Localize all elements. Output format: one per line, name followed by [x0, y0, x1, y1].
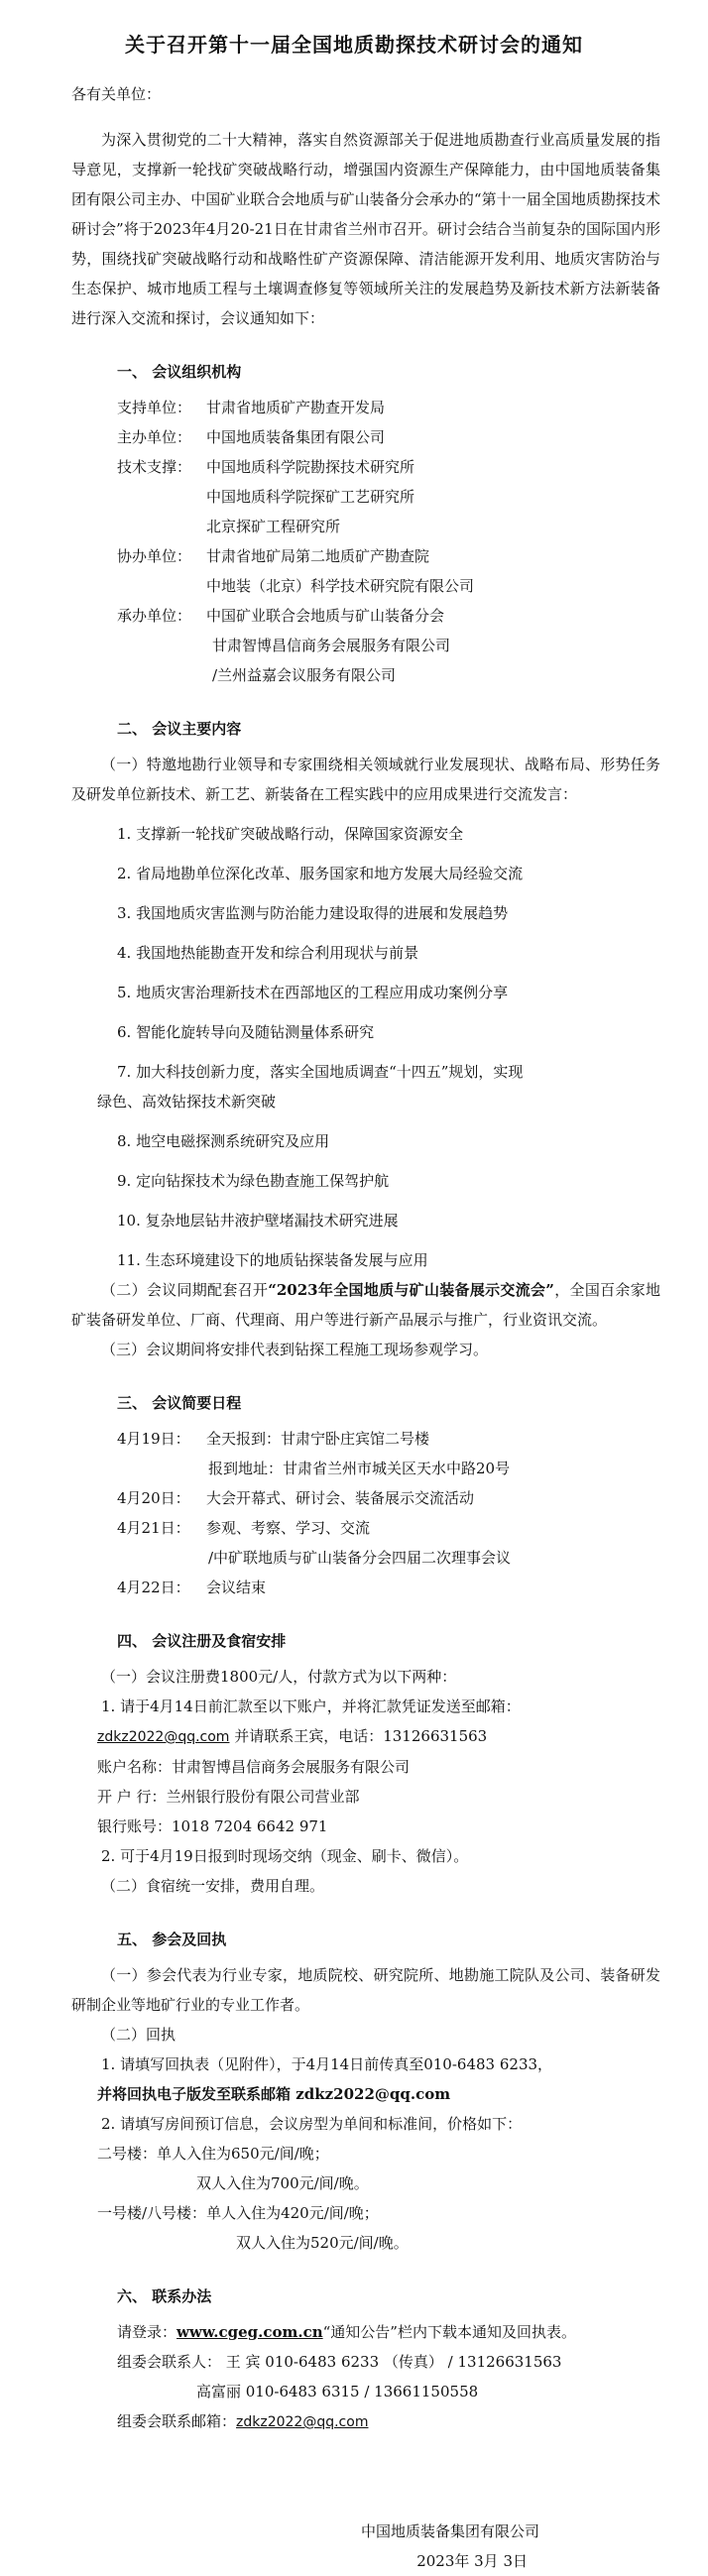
- section-heading-registration: 四、 会议注册及食宿安排: [117, 1632, 287, 1650]
- schedule-date: 4月19日：: [117, 1430, 190, 1448]
- schedule-day-1: [0, 1424, 708, 1454]
- section-heading-content: 二、 会议主要内容: [117, 720, 242, 738]
- schedule-meeting: /中矿联地质与矿山装备分会四届二次理事会议: [208, 1549, 512, 1567]
- org-value: 甘肃省地质矿产勘查开发局: [206, 399, 386, 416]
- payment-option-1: 1. 请于4月14日前汇款至以下账户，并将汇款凭证发送至邮箱：: [101, 1698, 521, 1715]
- org-value: 中国地质装备集团有限公司: [206, 428, 386, 446]
- content-paragraph-3: （三）会议期间将安排代表到钻探工程施工现场参观学习。: [101, 1341, 489, 1358]
- website-link[interactable]: www.cgeg.com.cn: [177, 2323, 323, 2341]
- schedule-address: 报到地址：甘肃省兰州市城关区天水中路20号: [208, 1460, 511, 1477]
- email-link[interactable]: zdkz2022@qq.com: [97, 1729, 230, 1745]
- contact-email: [0, 2406, 708, 2437]
- org-row-organizer: [0, 601, 708, 631]
- contact-person-2: 高富丽 010-6483 6315 / 13661150558: [196, 2383, 479, 2400]
- expo-post: ，全国百余家地矿装备研发单位、厂商、代理商、用户等进行新产品展示与推广，行业资讯交流。: [71, 1281, 660, 1329]
- schedule-date: 4月20日：: [117, 1489, 190, 1507]
- topic-item: 11. 生态环境建设下的地质钻探装备发展与应用: [117, 1251, 428, 1269]
- org-row-tech: [0, 452, 708, 482]
- section-heading-contact: 六、 联系办法: [117, 2287, 212, 2305]
- schedule-event: 参观、考察、学习、交流: [206, 1519, 371, 1537]
- signature-date: 2023年 3月 3日: [416, 2552, 528, 2570]
- receipt-step-2: 2. 请填写房间预订信息，会议房型为单间和标准间，价格如下：: [101, 2115, 523, 2133]
- org-label: 技术支撑：: [117, 458, 192, 476]
- account-bank: 开 户 行：兰州银行股份有限公司营业部: [97, 1788, 360, 1806]
- room-price: 单人入住为420元/间/晚；: [206, 2204, 379, 2222]
- org-value: 中国矿业联合会地质与矿山装备分会: [206, 607, 445, 625]
- topic-item: 8. 地空电磁探测系统研究及应用: [117, 1132, 330, 1150]
- org-tech-2: 中国地质科学院探矿工艺研究所: [206, 488, 415, 506]
- payment-contact: [0, 1721, 708, 1752]
- payment-option-2: 2. 可于4月19日报到时现场交纳（现金、刷卡、微信）。: [101, 1847, 469, 1865]
- schedule-date: 4月21日：: [117, 1519, 190, 1537]
- org-label: 协办单位：: [117, 547, 192, 565]
- room-price: 单人入住为650元/间/晚；: [157, 2145, 329, 2163]
- registration-prefix: 请登录：: [117, 2323, 177, 2341]
- schedule-event: 全天报到：甘肃宁卧庄宾馆二号楼: [206, 1430, 430, 1448]
- topic-item: 9. 定向钻探技术为绿色勘查施工保驾护航: [117, 1172, 390, 1190]
- food-lodging: （二）食宿统一安排，费用自理。: [101, 1877, 325, 1895]
- schedule-event: 会议结束: [206, 1579, 267, 1596]
- org-coop-2: 中地装（北京）科学技术研究院有限公司: [206, 577, 475, 595]
- topic-item: 7. 加大科技创新力度，落实全国地质调查“十四五”规划，实现: [117, 1063, 524, 1081]
- org-label: 支持单位：: [117, 399, 192, 416]
- org-value: 中国地质科学院勘探技术研究所: [206, 458, 415, 476]
- registration-suffix: “通知公告”栏内下载本通知及回执表。: [322, 2323, 576, 2341]
- org-tech-3: 北京探矿工程研究所: [206, 518, 341, 535]
- org-label: 承办单位：: [117, 607, 192, 625]
- attendees-paragraph: （一）参会代表为行业专家，地质院校、研究院所、地勘施工院队及公司、装备研发研制企业等地矿行业的专业工作者。: [71, 1966, 660, 2014]
- room-price-double: 双人入住为700元/间/晚。: [196, 2174, 369, 2192]
- content-paragraph-1: （一）特邀地勘行业领导和专家围绕相关领域就行业发展现状、战略布局、形势任务及研发单位新技术、新工艺、新装备在工程实践中的应用成果进行交流发言：: [71, 756, 660, 803]
- signature-org: 中国地质装备集团有限公司: [360, 2522, 539, 2540]
- expo-pre: （二）会议同期配套召开: [101, 1281, 269, 1299]
- receipt-subheading: （二）回执: [101, 2026, 177, 2044]
- topic-item: 6. 智能化旋转导向及随钻测量体系研究: [117, 1023, 375, 1041]
- org-label: 主办单位：: [117, 428, 192, 446]
- org-row-coop: [0, 541, 708, 571]
- room-price-double: 双人入住为520元/间/晚。: [236, 2234, 409, 2252]
- schedule-day-4: [0, 1573, 708, 1602]
- contact-person-1: 组委会联系人： 王 宾 010-6483 6233 （传真） / 13126631563: [117, 2353, 562, 2371]
- account-name: 账户名称：甘肃智博昌信商务会展服务有限公司: [97, 1758, 411, 1776]
- room-building-label: 二号楼：: [97, 2145, 158, 2163]
- schedule-date: 4月22日：: [117, 1579, 190, 1596]
- topic-item: 3. 我国地质灾害监测与防治能力建设取得的进展和发展趋势: [117, 904, 509, 922]
- section-heading-organization: 一、 会议组织机构: [117, 363, 242, 381]
- topic-item: 2. 省局地勘单位深化改革、服务国家和地方发展大局经验交流: [117, 865, 524, 882]
- payment-contact-text: 并请联系王宾，电话：13126631563: [229, 1727, 488, 1745]
- topic-item: 1. 支撑新一轮找矿突破战略行动，保障国家资源安全: [117, 825, 464, 843]
- room-building-2: [0, 2139, 708, 2168]
- expo-title: “2023年全国地质与矿山装备展示交流会”: [268, 1281, 554, 1299]
- email-link[interactable]: zdkz2022@qq.com: [236, 2414, 369, 2430]
- account-number: 银行账号：1018 7204 6642 971: [97, 1817, 328, 1835]
- room-building-label: 一号楼/八号楼：: [97, 2204, 207, 2222]
- schedule-day-2: [0, 1483, 708, 1513]
- registration-site: [0, 2317, 708, 2347]
- registration-fee: （一）会议注册费1800元/人，付款方式为以下两种：: [101, 1668, 457, 1686]
- org-row-host: [0, 422, 708, 452]
- org-organizer-2: 甘肃智博昌信商务会展服务有限公司: [212, 637, 451, 654]
- org-organizer-3: /兰州益嘉会议服务有限公司: [212, 666, 397, 684]
- receipt-step-1: 1. 请填写回执表（见附件），于4月14日前传真至010-6483 6233，: [101, 2055, 553, 2073]
- receipt-step-1-email: 并将回执电子版发至联系邮箱 zdkz2022@qq.com: [97, 2085, 451, 2103]
- schedule-event: 大会开幕式、研讨会、装备展示交流活动: [206, 1489, 475, 1507]
- section-heading-schedule: 三、 会议简要日程: [117, 1394, 242, 1412]
- schedule-day-3: [0, 1513, 708, 1543]
- salutation: 各有关单位：: [71, 85, 162, 103]
- topic-item-continued: 绿色、高效钻探技术新突破: [97, 1093, 277, 1111]
- page-title: 关于召开第十一届全国地质勘探技术研讨会的通知: [125, 33, 583, 57]
- intro-paragraph: 为深入贯彻党的二十大精神，落实自然资源部关于促进地质勘查行业高质量发展的指导意见，支撑新一轮找矿突破战略行动，增强国内资源生产保障能力，由中国地质装备集团有限公司主办、中国矿业联合会地质与矿山装备分会承办的“第十一届全国地质勘探技术研讨会”将于2023年4月20-21日在甘肃省兰州市召开。研讨会结合当前复杂的国际国内形势，围绕找矿突破战略行动和战略性矿产资源保障、清洁能源开发利用、地质灾害防治与生态保护、城市地质工程与土壤调查修复等领域所关注的发展趋势及新技术新方法新装备进行深入交流和探讨，会议通知如下：: [71, 131, 660, 327]
- topic-item: 4. 我国地热能勘查开发和综合利用现状与前景: [117, 944, 419, 962]
- contact-email-label: 组委会联系邮箱：: [117, 2412, 237, 2430]
- org-value: 甘肃省地矿局第二地质矿产勘查院: [206, 547, 430, 565]
- room-building-1-8: [0, 2198, 708, 2228]
- org-row-support: [0, 393, 708, 422]
- section-heading-receipt: 五、 参会及回执: [117, 1931, 227, 1948]
- topic-item: 10. 复杂地层钻井液护壁堵漏技术研究进展: [117, 1212, 399, 1229]
- content-paragraph-2: [0, 1275, 708, 1335]
- topic-item: 5. 地质灾害治理新技术在西部地区的工程应用成功案例分享: [117, 984, 509, 1001]
